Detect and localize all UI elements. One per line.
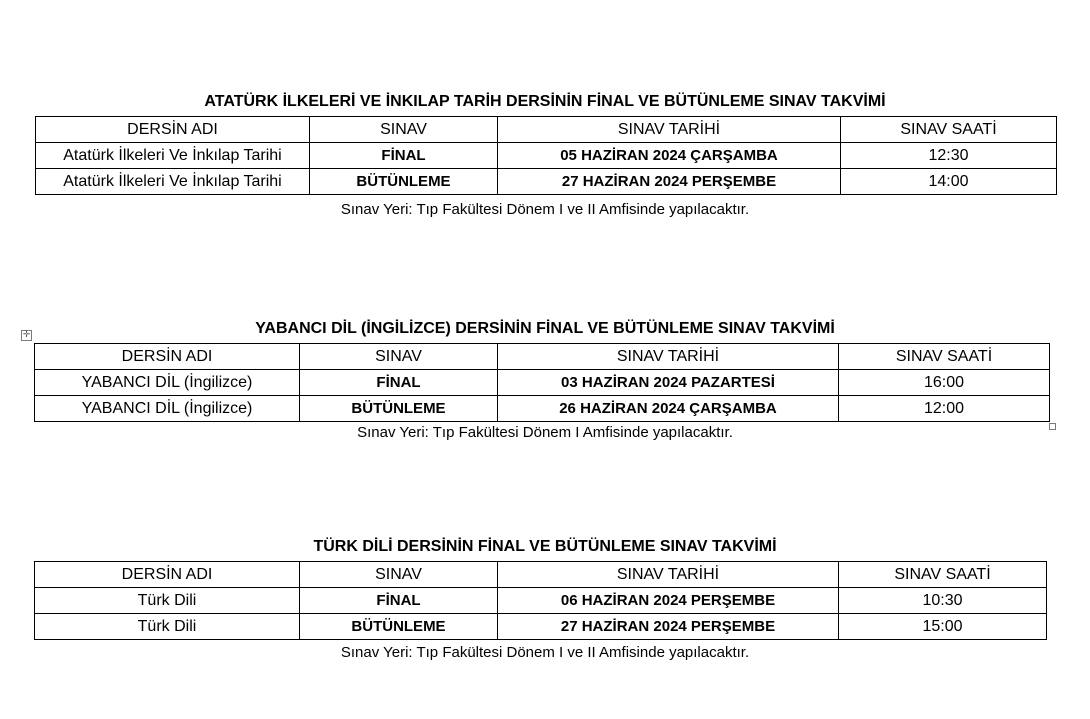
course-cell: Atatürk İlkeleri Ve İnkılap Tarihi (36, 143, 310, 169)
date-cell: 03 HAZİRAN 2024 PAZARTESİ (498, 370, 839, 396)
section-3-title: TÜRK DİLİ DERSİNİN FİNAL VE BÜTÜNLEME SINAV TAKVİMİ (313, 538, 777, 555)
header-date: SINAV TARİHİ (498, 344, 839, 370)
header-exam: SINAV (310, 117, 498, 143)
course-cell: Türk Dili (35, 614, 300, 640)
header-time: SINAV SAATİ (839, 562, 1047, 588)
time-cell: 10:30 (839, 588, 1047, 614)
table-row (35, 614, 1047, 640)
time-cell: 12:30 (841, 143, 1057, 169)
table-row (36, 143, 1057, 169)
time-cell: 14:00 (841, 169, 1057, 195)
move-cross-icon[interactable]: ✛ (22, 330, 31, 340)
table-header-row (36, 117, 1057, 143)
time-cell: 15:00 (839, 614, 1047, 640)
header-course: DERSİN ADI (35, 344, 300, 370)
time-cell: 12:00 (839, 396, 1050, 422)
header-date: SINAV TARİHİ (498, 562, 839, 588)
date-cell: 27 HAZİRAN 2024 PERŞEMBE (498, 169, 841, 195)
section-1-exam-place: Sınav Yeri: Tıp Fakültesi Dönem I ve II Amfisinde yapılacaktır. (340, 201, 750, 218)
exam-cell: FİNAL (310, 143, 498, 169)
section-1-title: ATATÜRK İLKELERİ VE İNKILAP TARİH DERSİNİN FİNAL VE BÜTÜNLEME SINAV TAKVİMİ (204, 93, 886, 110)
exam-cell: FİNAL (300, 588, 498, 614)
schedule-table-turkish (34, 561, 1047, 640)
schedule-table-ataturk (35, 116, 1057, 195)
date-cell: 05 HAZİRAN 2024 ÇARŞAMBA (498, 143, 841, 169)
time-cell: 16:00 (839, 370, 1050, 396)
header-exam: SINAV (300, 344, 498, 370)
schedule-table-english (34, 343, 1050, 422)
exam-cell: BÜTÜNLEME (300, 614, 498, 640)
course-cell: YABANCI DİL (İngilizce) (35, 370, 300, 396)
table-row (35, 396, 1050, 422)
header-course: DERSİN ADI (36, 117, 310, 143)
exam-cell: BÜTÜNLEME (310, 169, 498, 195)
header-date: SINAV TARİHİ (498, 117, 841, 143)
table-header-row (35, 344, 1050, 370)
date-cell: 26 HAZİRAN 2024 ÇARŞAMBA (498, 396, 839, 422)
table-row (35, 588, 1047, 614)
exam-cell: FİNAL (300, 370, 498, 396)
date-cell: 27 HAZİRAN 2024 PERŞEMBE (498, 614, 839, 640)
course-cell: Atatürk İlkeleri Ve İnkılap Tarihi (36, 169, 310, 195)
table-header-row (35, 562, 1047, 588)
header-course: DERSİN ADI (35, 562, 300, 588)
table-row (35, 370, 1050, 396)
header-time: SINAV SAATİ (839, 344, 1050, 370)
section-3-exam-place: Sınav Yeri: Tıp Fakültesi Dönem I ve II Amfisinde yapılacaktır. (340, 644, 750, 661)
header-time: SINAV SAATİ (841, 117, 1057, 143)
exam-cell: BÜTÜNLEME (300, 396, 498, 422)
section-2-exam-place: Sınav Yeri: Tıp Fakültesi Dönem I Amfisinde yapılacaktır. (357, 424, 733, 441)
course-cell: Türk Dili (35, 588, 300, 614)
section-2-title: YABANCI DİL (İNGİLİZCE) DERSİNİN FİNAL VE BÜTÜNLEME SINAV TAKVİMİ (255, 320, 835, 337)
course-cell: YABANCI DİL (İngilizce) (35, 396, 300, 422)
date-cell: 06 HAZİRAN 2024 PERŞEMBE (498, 588, 839, 614)
table-row (36, 169, 1057, 195)
header-exam: SINAV (300, 562, 498, 588)
